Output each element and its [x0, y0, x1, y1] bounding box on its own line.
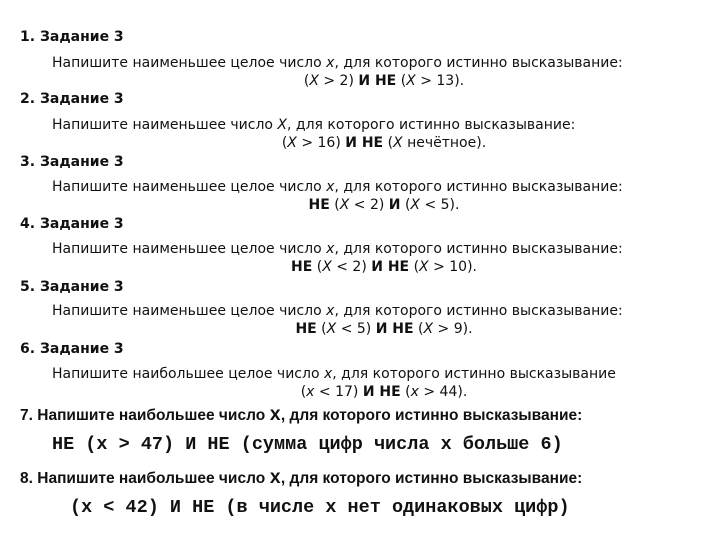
logic-operator: И НЕ	[362, 384, 401, 400]
variable: X	[326, 321, 337, 337]
task-6-expression	[0, 384, 720, 400]
variable: X	[406, 73, 416, 89]
task-4-heading: 4. Задание 3	[20, 216, 124, 232]
expression-text: > 13).	[415, 73, 465, 89]
expression-text: > 2)	[318, 73, 359, 89]
task-5-text: Напишите наименьшее целое число x, для которого истинно высказывание:	[52, 303, 623, 319]
logic-operator: НЕ	[295, 321, 317, 337]
variable: X	[287, 135, 297, 151]
task-2-text: Напишите наименьшее число X, для которого истинно высказывание:	[52, 117, 576, 133]
task-6-heading: 6. Задание 3	[20, 341, 124, 357]
expression-text: (	[400, 197, 411, 213]
expression-text: > 9).	[433, 321, 473, 337]
task-8-text: 8. Напишите наибольшее число x, для которого истинно высказывание:	[20, 467, 583, 489]
task-4-text: Напишите наименьшее целое число x, для которого истинно высказывание:	[52, 241, 623, 257]
task-3-expression	[0, 197, 720, 213]
expression-text: < 2)	[331, 259, 372, 275]
variable: X	[423, 321, 434, 337]
logic-operator: НЕ	[291, 259, 313, 275]
expression-text: > 44).	[418, 384, 468, 400]
task-3-heading: 3. Задание 3	[20, 154, 124, 170]
task-3-text: Напишите наименьшее целое число x, для которого истинно высказывание:	[52, 179, 623, 195]
expression-text: > 10).	[428, 259, 477, 275]
variable: X	[339, 197, 350, 213]
variable: x	[306, 384, 315, 400]
logic-operator: И	[388, 197, 401, 213]
task-1-expression	[0, 73, 720, 89]
variable: X	[393, 135, 403, 151]
expression-text: (	[300, 384, 307, 400]
expression-text: (	[281, 135, 288, 151]
task-8-expression: (x < 42) И НЕ (в числе x нет одинаковых цифр)	[70, 497, 570, 518]
task-7-expression: НЕ (x > 47) И НЕ (сумма цифр числа x больше 6)	[52, 434, 563, 455]
task-1-text: Напишите наименьшее целое число x, для которого истинно высказывание:	[52, 55, 623, 71]
logic-operator: И НЕ	[375, 321, 414, 337]
expression-text: (	[303, 73, 310, 89]
variable: x	[410, 384, 419, 400]
variable: X	[322, 259, 332, 275]
expression-text: (	[409, 259, 420, 275]
variable: X	[419, 259, 429, 275]
expression-text: (	[396, 73, 407, 89]
logic-operator: НЕ	[308, 197, 330, 213]
expression-text: < 17)	[314, 384, 363, 400]
expression-text: (	[400, 384, 411, 400]
expression-text: > 16)	[296, 135, 346, 151]
expression-text: (	[383, 135, 394, 151]
expression-text: (	[413, 321, 424, 337]
logic-operator: И НЕ	[358, 73, 397, 89]
task-2-expression	[0, 135, 720, 151]
variable: X	[410, 197, 421, 213]
expression-text: < 5)	[336, 321, 376, 337]
task-4-expression	[0, 259, 720, 275]
expression-text: < 2)	[349, 197, 389, 213]
variable: X	[309, 73, 319, 89]
task-2-heading: 2. Задание 3	[20, 91, 124, 107]
expression-text: (	[329, 197, 340, 213]
expression-text: < 5).	[420, 197, 460, 213]
task-7-text: 7. Напишите наибольшее число x, для которого истинно высказывание:	[20, 404, 583, 426]
logic-operator: И НЕ	[371, 259, 410, 275]
expression-text: (	[316, 321, 327, 337]
task-1-heading: 1. Задание 3	[20, 29, 124, 45]
expression-text: нечётное).	[402, 135, 487, 151]
expression-text: (	[312, 259, 323, 275]
task-5-heading: 5. Задание 3	[20, 279, 124, 295]
logic-operator: И НЕ	[345, 135, 384, 151]
task-5-expression	[0, 321, 720, 337]
task-6-text: Напишите наибольшее целое число x, для которого истинно высказывание	[52, 366, 616, 382]
